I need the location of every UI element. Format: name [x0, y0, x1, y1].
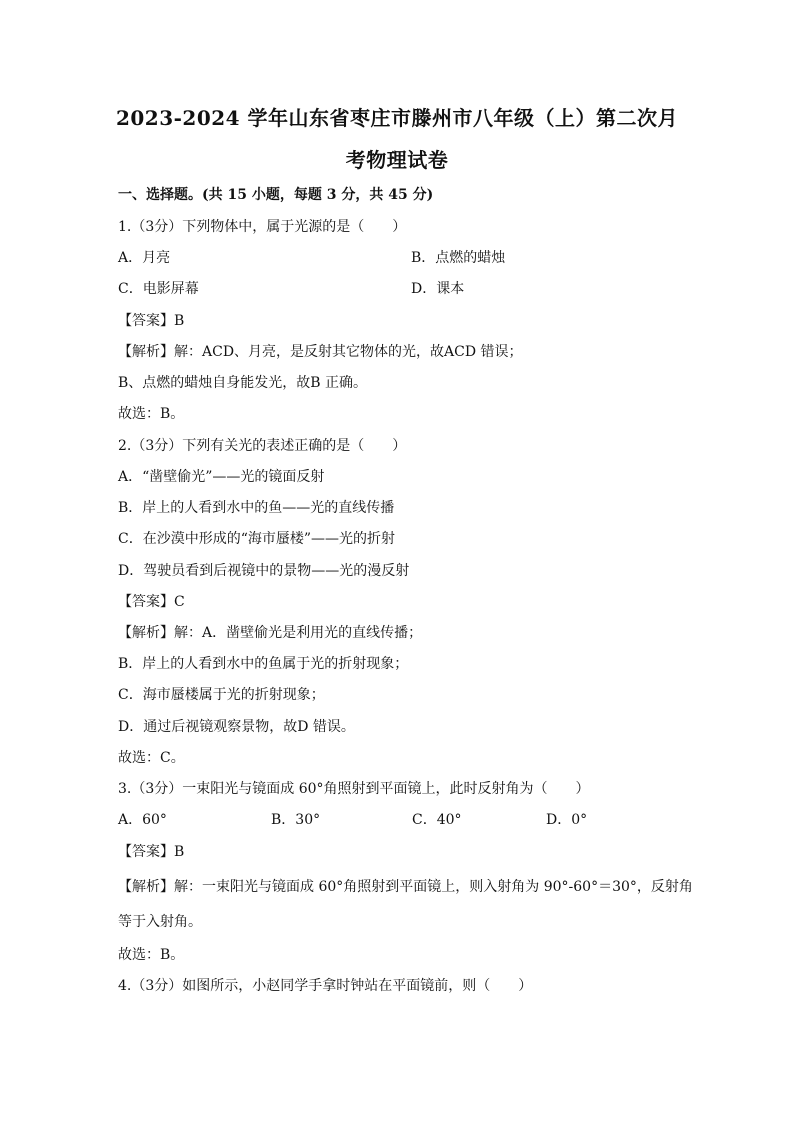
question-2-analysis-line3: C．海市蜃楼属于光的折射现象； — [118, 687, 325, 703]
question-3-option-b: B．30° — [271, 812, 321, 828]
question-1-stem: 1.（3分）下列物体中，属于光源的是（ ） — [118, 219, 407, 235]
document-title-line1: 2023-2024 学年山东省枣庄市滕州市八年级（上）第二次月 — [115, 106, 679, 130]
question-2-choose: 故选：C。 — [118, 750, 185, 766]
question-2-option-c: C．在沙漠中形成的“海市蜃楼”——光的折射 — [118, 531, 396, 547]
question-1-analysis-line1: 【解析】解：ACD、月亮，是反射其它物体的光，故ACD 错误； — [118, 344, 523, 360]
question-2-analysis-line1: 【解析】解：A．凿壁偷光是利用光的直线传播； — [118, 625, 423, 641]
question-2-analysis-line2: B．岸上的人看到水中的鱼属于光的折射现象； — [118, 656, 409, 672]
question-3-option-a: A．60° — [118, 812, 167, 828]
question-3-option-d: D．0° — [546, 812, 588, 828]
question-1-analysis-line2: B、点燃的蜡烛自身能发光，故B 正确。 — [118, 375, 368, 391]
question-2-option-d: D．驾驶员看到后视镜中的景物——光的漫反射 — [118, 563, 410, 579]
question-3-answer: 【答案】B — [118, 844, 185, 860]
section-heading: 一、选择题。(共 15 小题，每题 3 分，共 45 分) — [118, 187, 434, 203]
question-1-option-b: B．点燃的蜡烛 — [411, 250, 506, 266]
question-3-analysis-line1: 【解析】解：一束阳光与镜面成 60°角照射到平面镜上，则入射角为 90°-60°＝30°，反射角 — [118, 879, 693, 895]
question-1-option-d: D．课本 — [411, 281, 465, 297]
question-2-stem: 2.（3分）下列有关光的表述正确的是（ ） — [118, 438, 407, 454]
question-3-option-c: C．40° — [412, 812, 462, 828]
question-3-stem: 3.（3分）一束阳光与镜面成 60°角照射到平面镜上，此时反射角为（ ） — [118, 781, 590, 797]
question-3-choose: 故选：B。 — [118, 947, 185, 963]
question-4-stem: 4.（3分）如图所示，小赵同学手拿时钟站在平面镜前，则（ ） — [118, 978, 533, 994]
question-1-choose: 故选：B。 — [118, 406, 185, 422]
question-1-option-c: C．电影屏幕 — [118, 281, 199, 297]
question-3-analysis-line2: 等于入射角。 — [118, 914, 202, 930]
question-2-answer: 【答案】C — [118, 594, 185, 610]
question-2-option-b: B．岸上的人看到水中的鱼——光的直线传播 — [118, 500, 395, 516]
document-title-line2: 考物理试卷 — [345, 148, 449, 172]
question-2-option-a: A．“凿壁偷光”——光的镜面反射 — [118, 469, 325, 485]
question-1-answer: 【答案】B — [118, 313, 185, 329]
question-2-analysis-line4: D．通过后视镜观察景物，故D 错误。 — [118, 719, 355, 735]
question-1-option-a: A．月亮 — [118, 250, 171, 266]
